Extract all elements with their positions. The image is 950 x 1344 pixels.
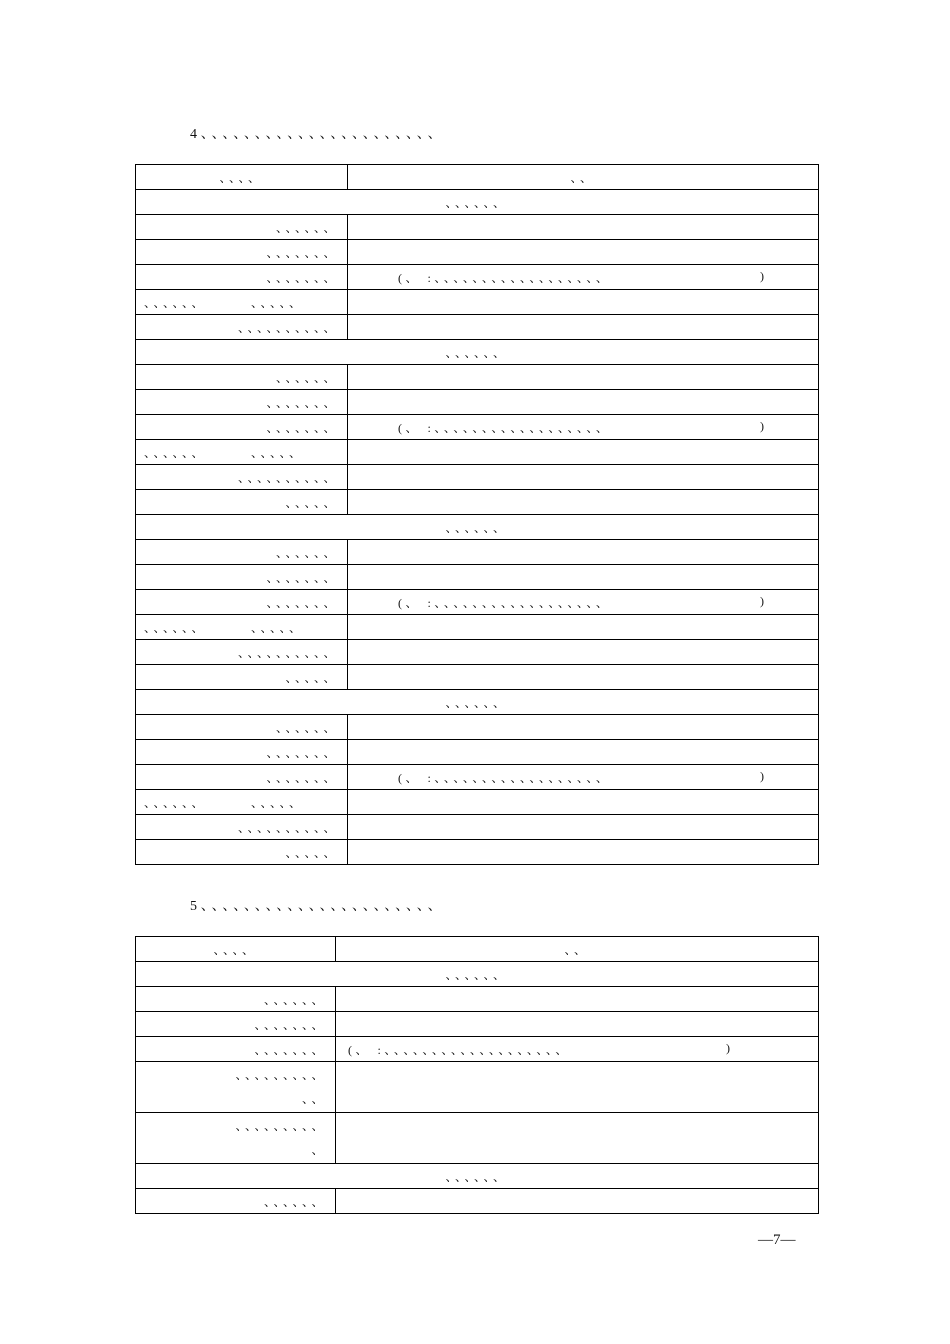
form-table-5 (135, 936, 819, 1214)
value-cell[interactable] (348, 840, 819, 865)
row-label-part: 、、、、、、 (144, 620, 208, 635)
value-cell[interactable] (348, 640, 819, 665)
table-row (136, 1113, 819, 1164)
row-label-line: 、、、、、、、、、 (235, 1068, 327, 1082)
table-row (136, 415, 819, 440)
table-row (136, 365, 819, 390)
value-cell[interactable] (348, 290, 819, 315)
note-text: (、 :、、、、、、、、、、、、、、、、、、 (398, 270, 612, 285)
value-cell[interactable] (336, 987, 819, 1012)
section-4-heading: 4、、、、、、、、、、、、、、、、、、、、、、 (190, 127, 446, 142)
row-label: 、、、、、、 (136, 365, 348, 390)
column-header-item: 、、、、 (136, 165, 348, 190)
table-row (136, 215, 819, 240)
note-text: (、 :、、、、、、、、、、、、、、、、、、、 (348, 1042, 571, 1057)
row-label: 、、、、、、 (136, 215, 348, 240)
row-label-split (136, 790, 348, 815)
group-title-row (136, 190, 819, 215)
table-row (136, 765, 819, 790)
value-cell[interactable] (336, 1113, 819, 1164)
row-label-line: 、 (311, 1143, 327, 1157)
row-label: 、、、、、、、 (136, 390, 348, 415)
row-label-line: 、、、、、、、、、 (235, 1119, 327, 1133)
row-label-multiline (136, 1113, 336, 1164)
value-cell[interactable] (348, 565, 819, 590)
value-cell[interactable] (348, 815, 819, 840)
column-header-value: 、、 (336, 937, 819, 962)
row-label: 、、、、、 (136, 490, 348, 515)
group-title-row (136, 690, 819, 715)
value-cell-note[interactable] (348, 415, 819, 440)
row-label: 、、、、、、、 (136, 240, 348, 265)
value-cell[interactable] (336, 1012, 819, 1037)
page-number: —7— (758, 1232, 796, 1248)
table-row (136, 640, 819, 665)
table-row (136, 315, 819, 340)
row-label-multiline (136, 1062, 336, 1113)
group-title: 、、、、、、 (136, 340, 819, 365)
group-title: 、、、、、、 (136, 515, 819, 540)
row-label: 、、、、、、、、、、 (136, 315, 348, 340)
section-5-heading: 5、、、、、、、、、、、、、、、、、、、、、、 (190, 899, 446, 914)
table-row (136, 1189, 819, 1214)
row-label: 、、、、、 (136, 665, 348, 690)
row-label: 、、、、、、 (136, 987, 336, 1012)
table-row (136, 465, 819, 490)
table-header-row (136, 165, 819, 190)
group-title: 、、、、、、 (136, 690, 819, 715)
group-title-row (136, 340, 819, 365)
table-row (136, 740, 819, 765)
row-label-part: 、、、、、 (251, 795, 305, 810)
row-label-part: 、、、、、、 (144, 795, 208, 810)
group-title: 、、、、、、 (136, 962, 819, 987)
table-row (136, 840, 819, 865)
row-label: 、、、、、、 (136, 715, 348, 740)
value-cell[interactable] (348, 790, 819, 815)
note-text: (、 :、、、、、、、、、、、、、、、、、、 (398, 770, 612, 785)
row-label-part: 、、、、、、 (144, 295, 208, 310)
value-cell[interactable] (336, 1062, 819, 1113)
row-label-split (136, 615, 348, 640)
row-label-part: 、、、、、 (251, 445, 305, 460)
row-label-part: 、、、、、、 (144, 445, 208, 460)
table-row (136, 987, 819, 1012)
row-label: 、、、、、、、、、、 (136, 465, 348, 490)
value-cell[interactable] (348, 390, 819, 415)
group-title-row (136, 1164, 819, 1189)
row-label: 、、、、、、、 (136, 1012, 336, 1037)
table-header-row (136, 937, 819, 962)
value-cell-note[interactable] (348, 590, 819, 615)
value-cell[interactable] (348, 440, 819, 465)
table-row (136, 615, 819, 640)
value-cell[interactable] (348, 365, 819, 390)
table-row (136, 815, 819, 840)
row-label-part: 、、、、、 (251, 620, 305, 635)
table-row (136, 565, 819, 590)
row-label: 、、、、、、 (136, 540, 348, 565)
value-cell[interactable] (348, 240, 819, 265)
row-label-line: 、、 (301, 1092, 327, 1106)
value-cell-note[interactable] (336, 1037, 819, 1062)
group-title: 、、、、、、 (136, 190, 819, 215)
row-label: 、、、、、 (136, 840, 348, 865)
note-text: (、 :、、、、、、、、、、、、、、、、、、 (398, 595, 612, 610)
row-label: 、、、、、、、 (136, 765, 348, 790)
table-row (136, 540, 819, 565)
form-table-4-body (136, 165, 819, 865)
row-label: 、、、、、、、、、、 (136, 815, 348, 840)
table-row (136, 440, 819, 465)
row-label: 、、、、、、、 (136, 415, 348, 440)
row-label-part: 、、、、、 (251, 295, 305, 310)
value-cell[interactable] (348, 540, 819, 565)
row-label-split (136, 290, 348, 315)
value-cell[interactable] (348, 715, 819, 740)
group-title: 、、、、、、 (136, 1164, 819, 1189)
value-cell[interactable] (348, 665, 819, 690)
table-row (136, 290, 819, 315)
group-title-row (136, 515, 819, 540)
table-row (136, 390, 819, 415)
value-cell[interactable] (336, 1189, 819, 1214)
row-label: 、、、、、、、 (136, 565, 348, 590)
table-row (136, 790, 819, 815)
table-row (136, 715, 819, 740)
note-close-paren: ) (760, 268, 764, 283)
table-row (136, 265, 819, 290)
note-close-paren: ) (760, 593, 764, 608)
row-label: 、、、、、、、 (136, 1037, 336, 1062)
table-row (136, 665, 819, 690)
value-cell[interactable] (348, 215, 819, 240)
table-row (136, 1037, 819, 1062)
row-label: 、、、、、、、、、、 (136, 640, 348, 665)
column-header-item: 、、、、 (136, 937, 336, 962)
value-cell[interactable] (348, 740, 819, 765)
note-close-paren: ) (760, 418, 764, 433)
value-cell-note[interactable] (348, 265, 819, 290)
value-cell-note[interactable] (348, 765, 819, 790)
row-label: 、、、、、、、 (136, 590, 348, 615)
form-table-4 (135, 164, 819, 865)
table-row (136, 1012, 819, 1037)
value-cell[interactable] (348, 315, 819, 340)
value-cell[interactable] (348, 465, 819, 490)
table-row (136, 1062, 819, 1113)
row-label: 、、、、、、、 (136, 740, 348, 765)
note-close-paren: ) (760, 768, 764, 783)
table-row (136, 240, 819, 265)
table-row (136, 590, 819, 615)
value-cell[interactable] (348, 490, 819, 515)
note-text: (、 :、、、、、、、、、、、、、、、、、、 (398, 420, 612, 435)
row-label: 、、、、、、、 (136, 265, 348, 290)
row-label: 、、、、、、 (136, 1189, 336, 1214)
note-close-paren: ) (726, 1040, 730, 1055)
group-title-row (136, 962, 819, 987)
value-cell[interactable] (348, 615, 819, 640)
table-row (136, 490, 819, 515)
column-header-value: 、、 (348, 165, 819, 190)
row-label-split (136, 440, 348, 465)
